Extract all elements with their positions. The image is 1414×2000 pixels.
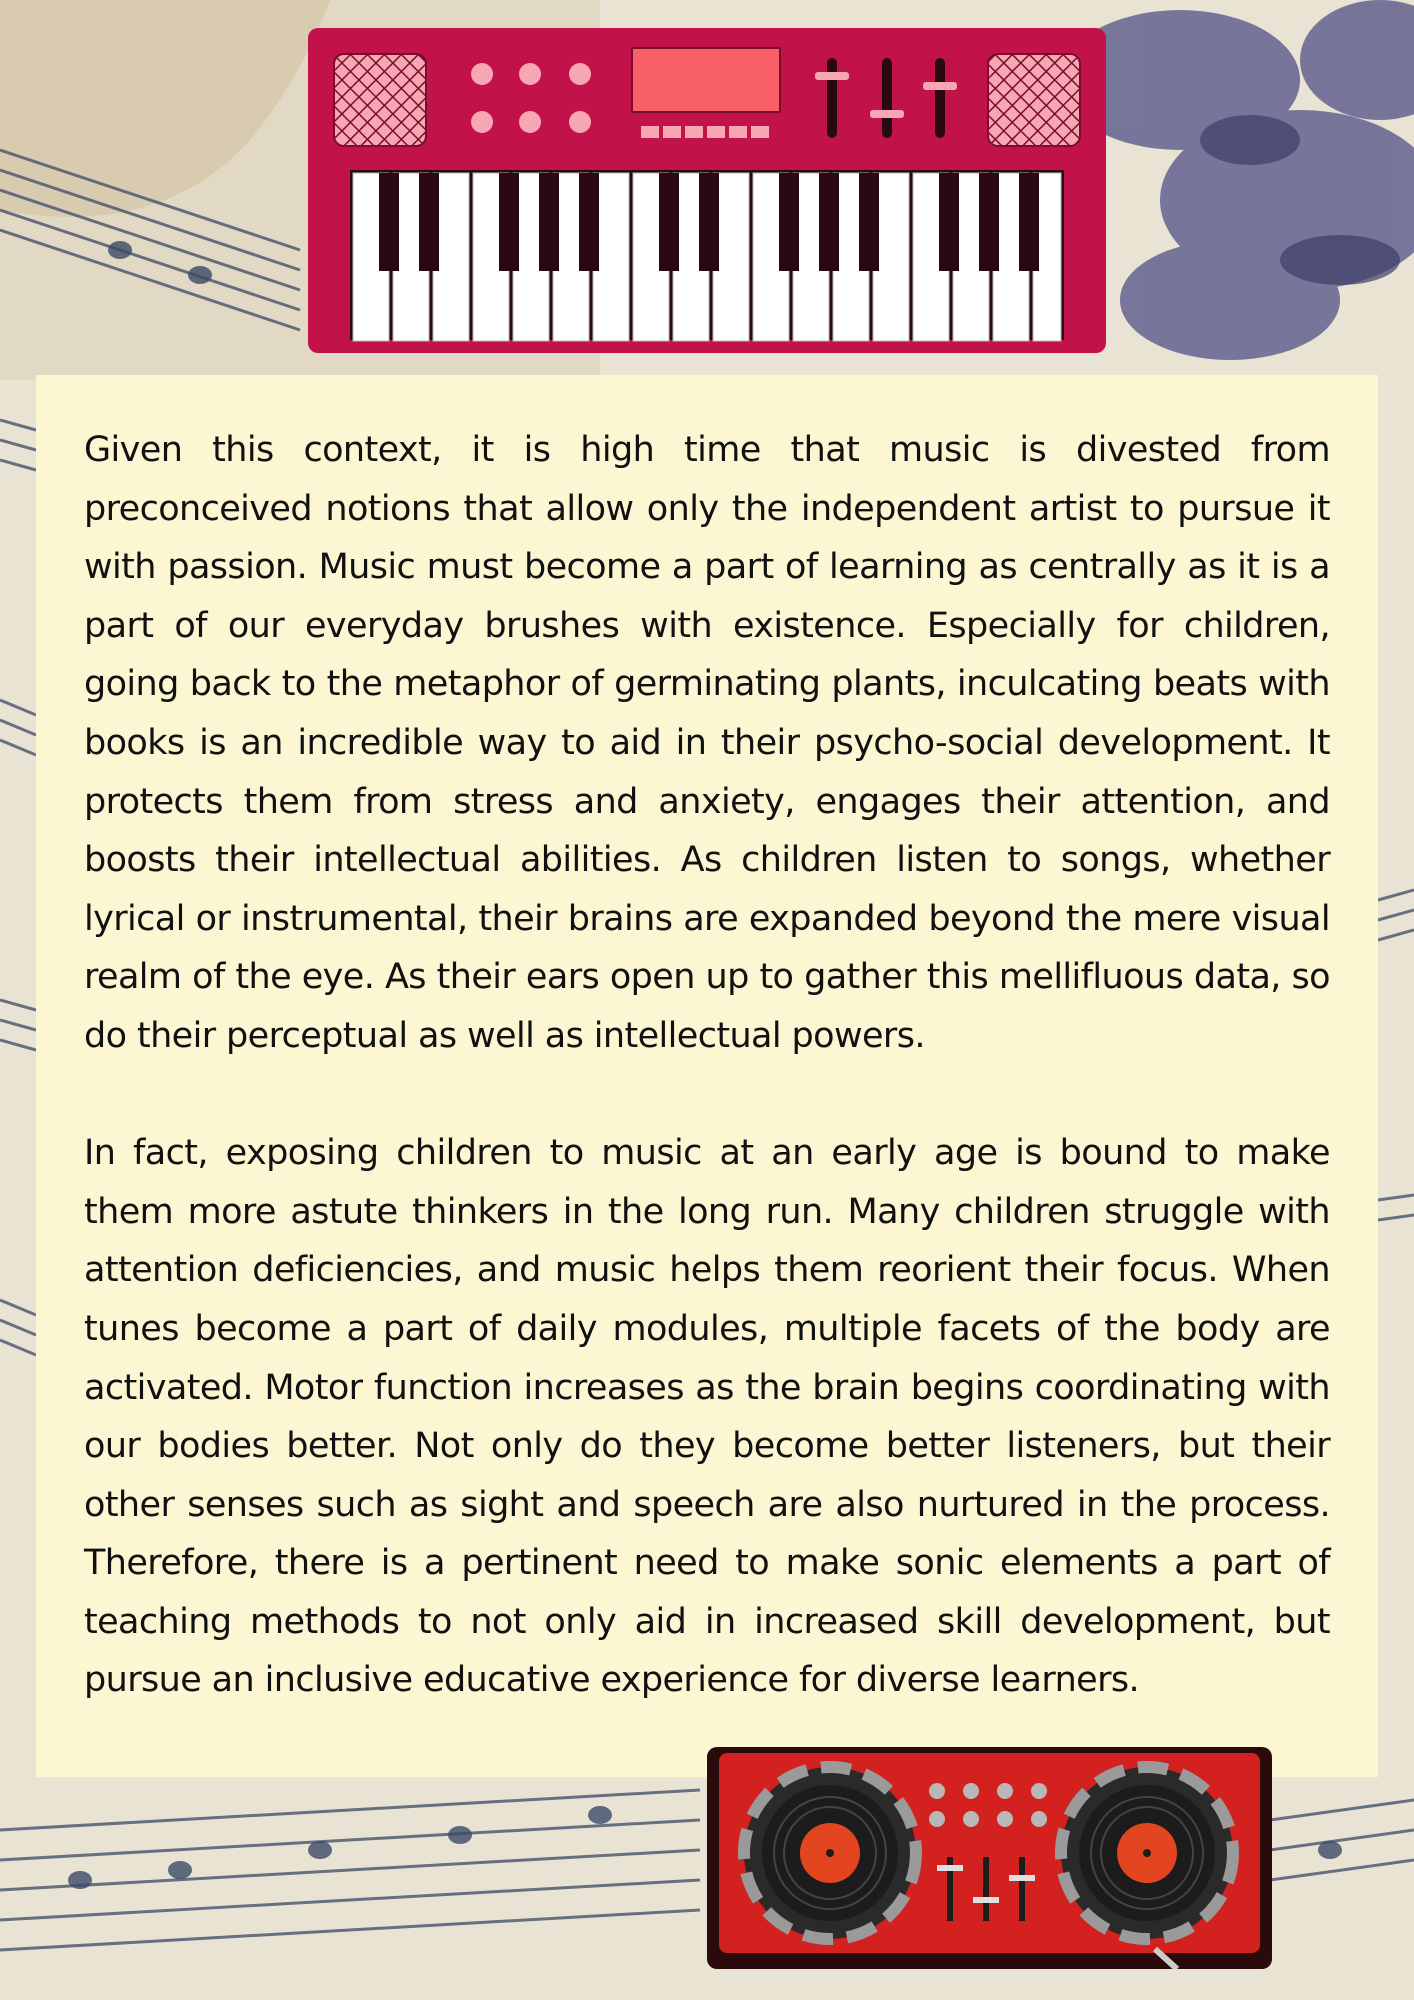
keyboard-illustration	[308, 28, 1106, 353]
text-panel	[36, 375, 1378, 1777]
dj-turntable-illustration	[707, 1747, 1272, 1969]
article-body	[84, 421, 1330, 1710]
left-record	[744, 1767, 916, 1939]
paragraph: In fact, exposing children to music at an early age is bound to make them more astute thinkers in the long run. Many children struggle with attention deficiencies, and music helps them reorient their focus. When tunes become a part of daily modules, multiple facets of the body are activated. Motor function increases as the brain begins coordinating with our bodies better. Not only do they become better listeners, but their other senses such as sight and speech are also nurtured in the process. Therefore, there is a pertinent need to make sonic elements a part of teaching methods to not only aid in increased skill development, but pursue an inclusive educative experience for diverse learners.	[84, 1133, 1330, 1701]
paragraph: Given this context, it is high time that music is divested from preconceived notions that allow only the independent artist to pursue it with passion. Music must become a part of learning as centrally as it is a part of our everyday brushes with existence. Especially for children, going back to the metaphor of germinating plants, inculcating beats with books is an incredible way to aid in their psycho-social development. It protects them from stress and anxiety, engages their attention, and boosts their intellectual abilities. As children listen to songs, whether lyrical or instrumental, their brains are expanded beyond the mere visual realm of the eye. As their ears open up to gather this mellifluous data, so do their perceptual as well as intellectual powers.	[84, 430, 1330, 1056]
right-record	[1061, 1767, 1233, 1939]
